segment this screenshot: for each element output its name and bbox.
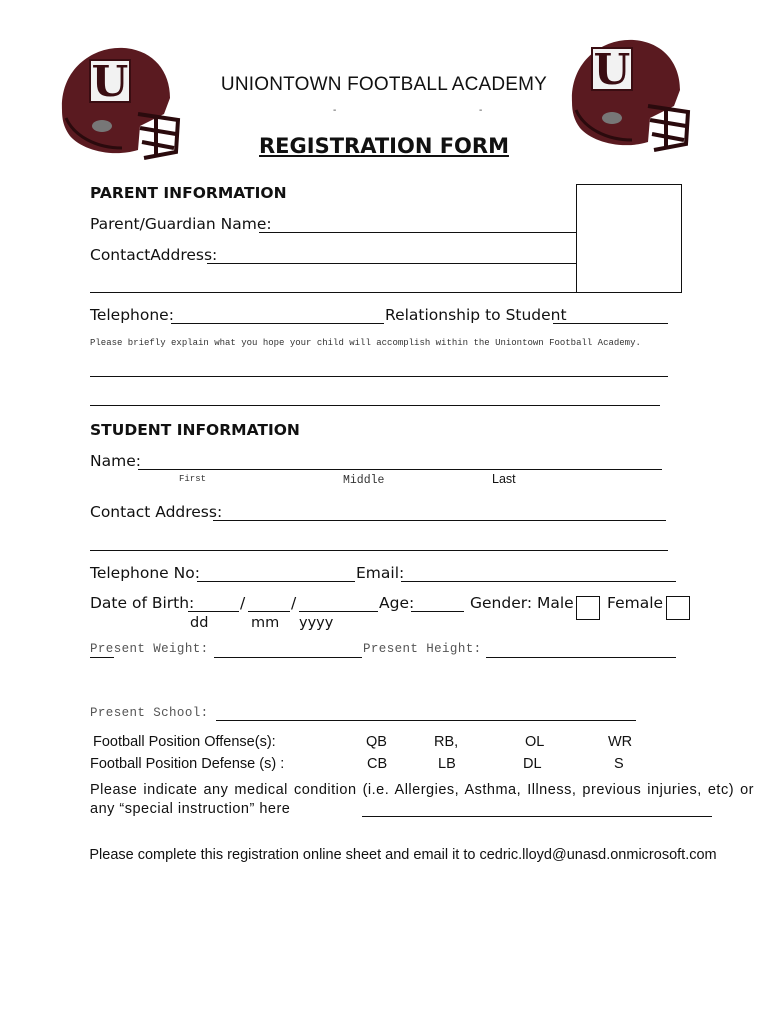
medical-field[interactable]: [362, 816, 712, 817]
height-field[interactable]: [486, 657, 676, 658]
helmet-letter: U: [593, 45, 631, 94]
name-first-caption: First: [179, 474, 207, 484]
dob-yyyy-caption: yyyy: [299, 615, 334, 631]
height-label: Present Height:: [363, 642, 482, 656]
defense-position-s[interactable]: S: [614, 756, 624, 772]
explain-prompt: Please briefly explain what you hope your child will accomplish within the Uniontown Football Academy.: [90, 338, 641, 348]
offense-position-ol[interactable]: OL: [525, 734, 545, 750]
explain-field-line2[interactable]: [90, 405, 660, 406]
dob-separator: /: [291, 594, 297, 612]
gender-male-checkbox[interactable]: [576, 596, 600, 620]
explain-field-line1[interactable]: [90, 376, 668, 377]
weight-label-underline: [90, 657, 114, 658]
parent-telephone-field[interactable]: [171, 323, 384, 324]
dob-separator: /: [240, 594, 246, 612]
medical-instruction: Please indicate any medical condition (i.e. Allergies, Asthma, Illness, previous injuries, etc) or any “special instruction” here: [90, 782, 754, 817]
parent-address-field[interactable]: [207, 263, 576, 264]
offense-position-wr[interactable]: WR: [608, 734, 633, 750]
dob-mm-caption: mm: [251, 615, 280, 631]
guardian-name-field[interactable]: [259, 232, 576, 233]
parent-section-heading: PARENT INFORMATION: [90, 184, 287, 202]
weight-label: Present Weight:: [90, 642, 209, 656]
name-middle-caption: Middle: [343, 474, 385, 487]
helmet-letter: U: [91, 57, 129, 106]
email-instruction: Please complete this registration online sheet and email it to cedric.lloyd@unasd.onmicrosoft.com: [89, 847, 717, 863]
student-name-label: Name:: [90, 452, 141, 470]
header-dash: -: [333, 105, 337, 116]
email-label: Email:: [356, 564, 405, 582]
defense-position-cb[interactable]: CB: [367, 756, 388, 772]
student-address-field-line2[interactable]: [90, 550, 668, 551]
relationship-label: Relationship to Student: [385, 306, 567, 324]
age-field[interactable]: [411, 611, 464, 612]
student-address-field[interactable]: [213, 520, 666, 521]
relationship-field[interactable]: [553, 323, 668, 324]
form-title: REGISTRATION FORM: [259, 134, 509, 158]
parent-address-label: ContactAddress:: [90, 246, 218, 264]
dob-dd-caption: dd: [190, 615, 209, 631]
gender-female-label: Female: [607, 594, 664, 612]
student-address-label: Contact Address:: [90, 503, 223, 521]
offense-label: Football Position Offense(s):: [93, 734, 276, 750]
dob-month-field[interactable]: [248, 611, 290, 612]
header-dash: -: [479, 105, 483, 116]
student-telephone-label: Telephone No:: [90, 564, 200, 582]
photo-box: [576, 184, 682, 293]
guardian-name-label: Parent/Guardian Name:: [90, 215, 272, 233]
parent-address-field-line2[interactable]: [90, 292, 680, 293]
weight-field[interactable]: [214, 657, 362, 658]
gender-female-checkbox[interactable]: [666, 596, 690, 620]
offense-position-qb[interactable]: QB: [366, 734, 387, 750]
defense-position-lb[interactable]: LB: [438, 756, 456, 772]
dob-label: Date of Birth:: [90, 594, 195, 612]
academy-name: UNIONTOWN FOOTBALL ACADEMY: [220, 74, 548, 95]
dob-year-field[interactable]: [299, 611, 378, 612]
email-field[interactable]: [401, 581, 676, 582]
parent-telephone-label: Telephone:: [90, 306, 174, 324]
student-section-heading: STUDENT INFORMATION: [90, 421, 300, 439]
age-label: Age:: [379, 594, 415, 612]
school-field[interactable]: [216, 720, 636, 721]
student-telephone-field[interactable]: [197, 581, 355, 582]
offense-position-rb[interactable]: RB,: [434, 734, 459, 750]
student-name-field[interactable]: [138, 469, 662, 470]
defense-position-dl[interactable]: DL: [523, 756, 542, 772]
dob-day-field[interactable]: [188, 611, 239, 612]
defense-label: Football Position Defense (s) :: [90, 756, 285, 772]
school-label: Present School:: [90, 706, 209, 720]
name-last-caption: Last: [492, 472, 516, 486]
gender-male-label: Gender: Male: [470, 594, 574, 612]
